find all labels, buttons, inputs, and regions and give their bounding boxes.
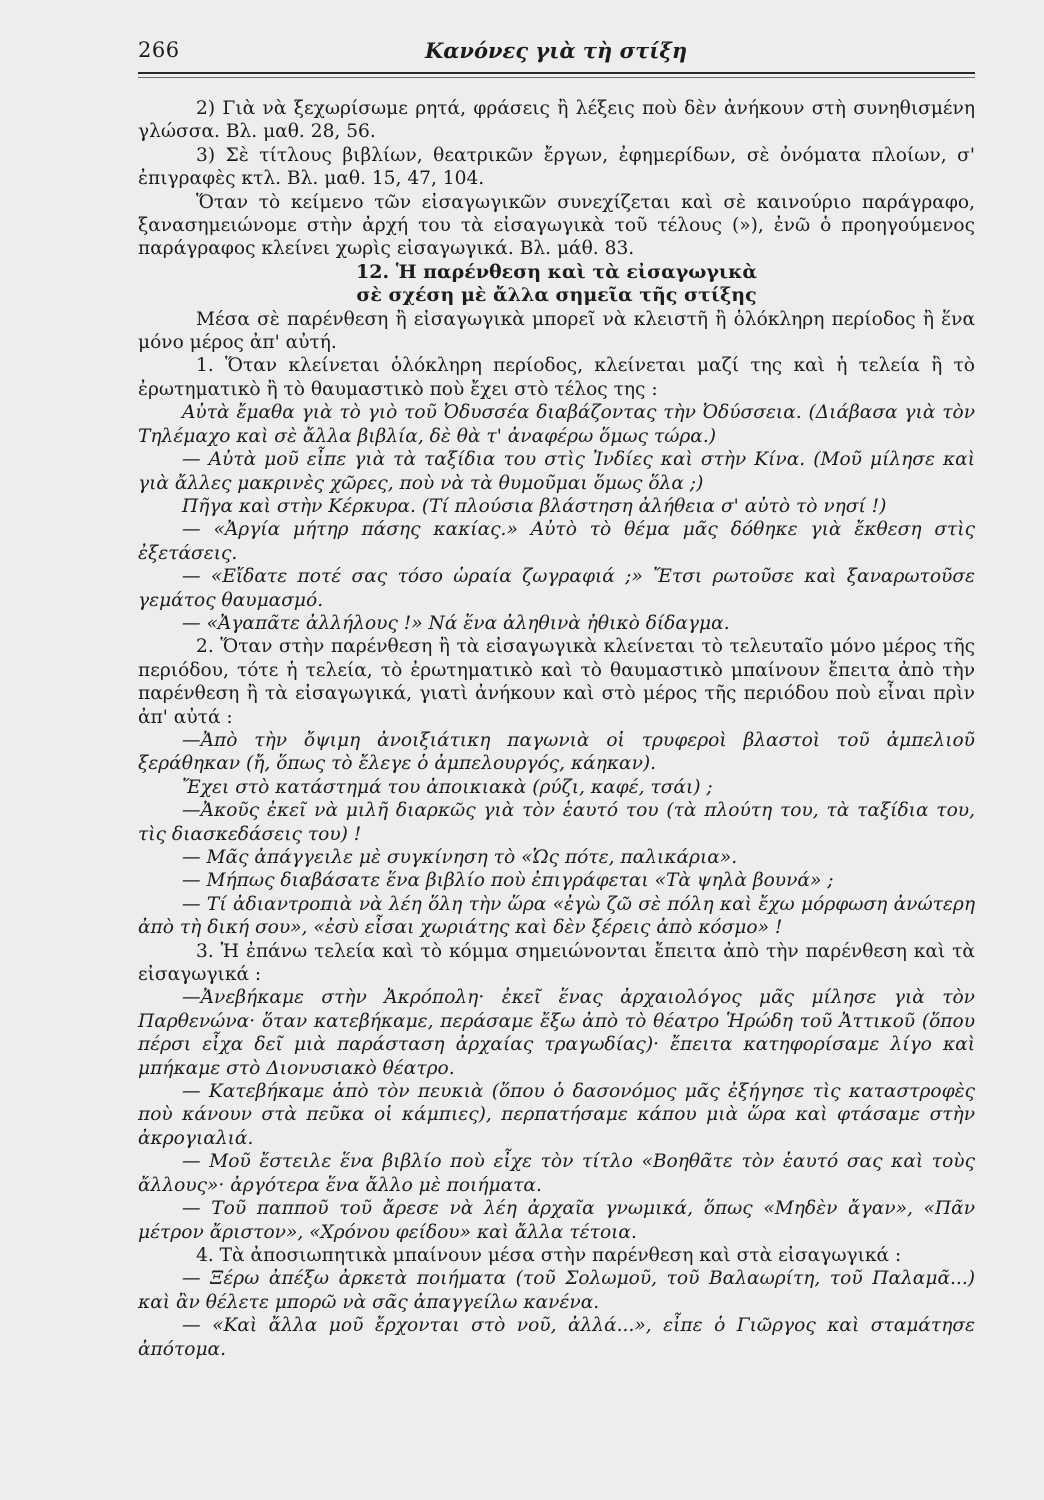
example-item: — Μᾶς ἀπάγγειλε μὲ συγκίνηση τὸ «Ὡς πότε, παλικάρια». <box>182 847 738 868</box>
example-item: — Μοῦ ἔστειλε ἕνα βιβλίο ποὺ εἶχε τὸν τίτλο «Βοηθᾶτε τὸν ἑαυτό σας καὶ τοὺς ἄλλους»· ἀργότερα ἕνα ἄλλο μὲ ποιήματα. <box>138 1151 975 1196</box>
paragraph-point-2: 2. Ὅταν στὴν παρένθεση ἢ τὰ εἰσαγωγικὰ κλείνεται τὸ τελευταῖο μόνο μέρος τῆς περιόδου, τότε ἡ τελεία, τὸ ἐρωτηματικὸ καὶ τὸ θαυμαστικὸ μπαίνουν ἔπειτα ἀπὸ τὴν παρένθεση ἢ τὰ εἰσαγωγικά, γιατὶ ἀνήκουν καὶ στὸ μέρος τῆς περιόδου ποὺ εἶναι πρὶν ἀπ' αὐτά : <box>138 636 975 728</box>
example-item: — Τοῦ παπποῦ τοῦ ἄρεσε νὰ λέη ἀρχαῖα γνωμικά, ὅπως «Μηδὲν ἄγαν», «Πᾶν μέτρον ἄριστον», «Χρόνου φείδου» καὶ ἄλλα τέτοια. <box>138 1198 975 1243</box>
header-rule <box>138 72 975 74</box>
example-item: — «Ἀγαπᾶτε ἀλλήλους !» Νά ἕνα ἀληθινὰ ἠθικὸ δίδαγμα. <box>182 612 730 634</box>
example-item: — Κατεβήκαμε ἀπὸ τὸν πευκιὰ (ὅπου ὁ δασονόμος μᾶς ἐξήγησε τὶς καταστροφὲς ποὺ κάνουν στὰ πεῦκα οἱ κάμπιες), περπατήσαμε κάπου μιὰ ὥρα καὶ φτάσαμε στὴν ἀκρογιαλιά. <box>138 1081 975 1149</box>
section-heading-line-1: 12. Ἡ παρένθεση καὶ τὰ εἰσαγωγικὰ <box>356 260 757 283</box>
paragraph-point-1: 1. Ὅταν κλείνεται ὁλόκληρη περίοδος, κλείνεται μαζί της καὶ ἡ τελεία ἢ τὸ ἐρωτηματικὸ ἢ τὸ θαυμαστικὸ ποὺ ἔχει στὸ τέλος της : <box>138 355 975 400</box>
example-item: Αὐτὰ ἔμαθα γιὰ τὸ γιὸ τοῦ Ὀδυσσέα διαβάζοντας τὴν Ὀδύσσεια. (Διάβασα γιὰ τὸν Τηλέμαχο καὶ σὲ ἄλλα βιβλία, δὲ θὰ τ' ἀναφέρω ὅμως τώρα.) <box>138 402 975 447</box>
page-body <box>138 97 975 1361</box>
example-item: — Αὐτὰ μοῦ εἶπε γιὰ τὰ ταξίδια του στὶς Ἰνδίες καὶ στὴν Κίνα. (Μοῦ μίλησε καὶ γιὰ ἄλλες μακρινὲς χῶρες, ποὺ νὰ τὰ θυμοῦμαι ὅμως ὅλα ;) <box>138 449 975 494</box>
example-item: — «Εἴδατε ποτέ σας τόσο ὡραία ζωγραφιά ;» Ἔτσι ρωτοῦσε καὶ ξαναρωτοῦσε γεμάτος θαυμασμό. <box>138 566 975 611</box>
paragraph-point-3: 3. Ἡ ἐπάνω τελεία καὶ τὸ κόμμα σημειώνονται ἔπειτα ἀπὸ τὴν παρένθεση καὶ τὰ εἰσαγωγικά : <box>138 940 975 986</box>
example-item: Πῆγα καὶ στὴν Κέρκυρα. (Τί πλούσια βλάστηση ἀλήθεια σ' αὐτὸ τὸ νησί !) <box>182 495 887 517</box>
paragraph-quote-continuation: Ὅταν τὸ κείμενο τῶν εἰσαγωγικῶν συνεχίζεται καὶ σὲ καινούριο παράγραφο, ξανασημειώνομε στὴν ἀρχή του τὰ εἰσαγωγικὰ τοῦ τέλους (»), ἐνῶ ὁ προηγούμενος παράγραφος κλείνει χωρὶς εἰσαγωγικά. Βλ. μάθ. 83. <box>138 191 975 260</box>
paragraph-point-4: 4. Τὰ ἀποσιωπητικὰ μπαίνουν μέσα στὴν παρένθεση καὶ στὰ εἰσαγωγικά : <box>196 1244 902 1266</box>
section-heading-line-2: σὲ σχέση μὲ ἄλλα σημεῖα τῆς στίξης <box>356 284 757 307</box>
header-rule-thin <box>138 77 975 78</box>
page-number: 266 <box>138 38 180 62</box>
example-item: — Τί ἀδιαντροπιὰ νὰ λέη ὅλη τὴν ὥρα «ἐγὼ ζῶ σὲ πόλη καὶ ἔχω μόρφωση ἀνώτερη ἀπὸ τὴ δική σου», «ἐσὺ εἶσαι χωριάτης καὶ δὲν ξέρεις ἀπὸ κόσμο» ! <box>138 893 975 939</box>
example-item: — Μήπως διαβάσατε ἕνα βιβλίο ποὺ ἐπιγράφεται «Τὰ ψηλὰ βουνά» ; <box>182 870 834 892</box>
example-item: — «Καὶ ἄλλα μοῦ ἔρχονται στὸ νοῦ, ἀλλά...», εἶπε ὁ Γιῶργος καὶ σταμάτησε ἀπότομα. <box>138 1315 975 1360</box>
example-item: — «Ἀργία μήτηρ πάσης κακίας.» Αὐτὸ τὸ θέμα μᾶς δόθηκε γιὰ ἔκθεση στὶς ἐξετάσεις. <box>138 519 975 564</box>
example-item: — Ξέρω ἀπέξω ἀρκετὰ ποιήματα (τοῦ Σολωμοῦ, τοῦ Βαλαωρίτη, τοῦ Παλαμᾶ...) καὶ ἂν θέλετε μπορῶ νὰ σᾶς ἀπαγγείλω κανένα. <box>138 1268 975 1313</box>
paragraph-rule-3: 3) Σὲ τίτλους βιβλίων, θεατρικῶν ἔργων, ἐφημερίδων, σὲ ὀνόματα πλοίων, σ' ἐπιγραφὲς κτλ. Βλ. μαθ. 15, 47, 104. <box>138 144 975 190</box>
running-title: Κανόνες γιὰ τὴ στίξη <box>425 38 688 63</box>
example-item: —Ἀκοῦς ἐκεῖ νὰ μιλῆ διαρκῶς γιὰ τὸν ἑαυτό του (τὰ πλούτη του, τὰ ταξίδια του, τὶς διασκεδάσεις του) ! <box>138 800 975 845</box>
paragraph-rule-2: 2) Γιὰ νὰ ξεχωρίσωμε ρητά, φράσεις ἢ λέξεις ποὺ δὲν ἀνήκουν στὴ συνηθισμένη γλώσσα. Βλ. μαθ. 28, 56. <box>138 98 975 143</box>
paragraph-intro: Μέσα σὲ παρένθεση ἢ εἰσαγωγικὰ μπορεῖ νὰ κλειστῆ ἢ ὁλόκληρη περίοδος ἢ ἕνα μόνο μέρος ἀπ' αὐτή. <box>138 308 975 354</box>
example-item: —Ἀνεβήκαμε στὴν Ἀκρόπολη· ἐκεῖ ἕνας ἀρχαιολόγος μᾶς μίλησε γιὰ τὸν Παρθενώνα· ὅταν κατεβήκαμε, περάσαμε ἔξω ἀπὸ τὸ θέατρο Ἡρώδη τοῦ Ἀττικοῦ (ὅπου πέρσι εἶχα δεῖ μιὰ παράσταση ἀρχαίας τραγωδίας)· ἔπειτα κατηφορίσαμε λίγο καὶ μπήκαμε στὸ Διονυσιακὸ θέατρο. <box>138 987 975 1079</box>
example-item: —Ἀπὸ τὴν ὄψιμη ἀνοιξιάτικη παγωνιὰ οἱ τρυφεροὶ βλαστοὶ τοῦ ἀμπελιοῦ ξεράθηκαν (ἤ, ὅπως τὸ ἔλεγε ὁ ἀμπελουργός, κάηκαν). <box>138 729 975 775</box>
example-item: Ἔχει στὸ κατάστημά του ἀποικιακὰ (ρύζι, καφέ, τσάι) ; <box>182 776 713 798</box>
